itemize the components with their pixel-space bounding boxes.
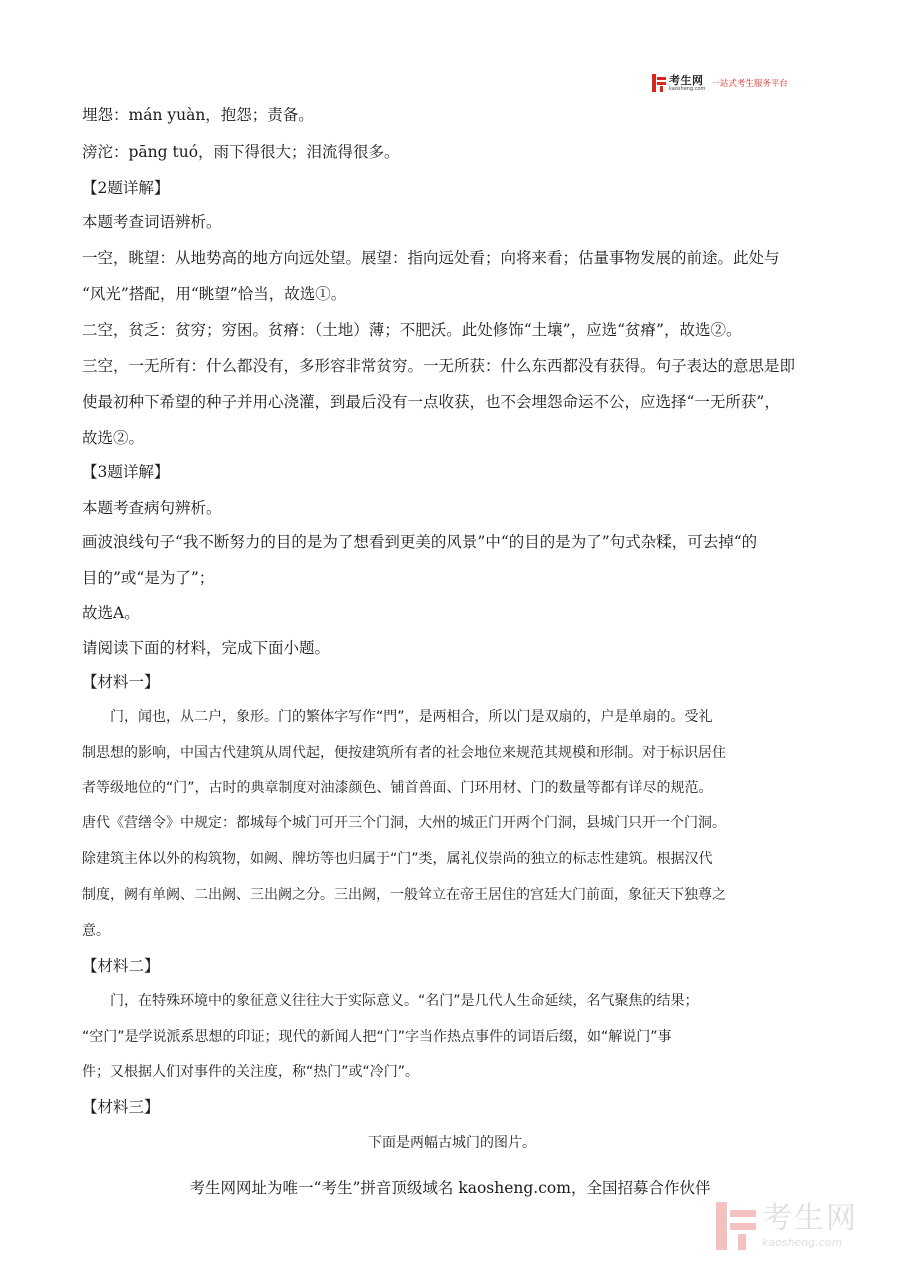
section-heading: 【材料二】: [82, 957, 160, 975]
material-line: 门，在特殊环境中的象征意义往往大于实际意义。“名门”是几代人生命延续，名气聚焦的结果；: [110, 993, 699, 1009]
text-line: 埋怨：mán yuàn，抱怨；责备。: [82, 106, 314, 124]
text-line: 三空，一无所有：什么都没有，多形容非常贫穷。一无所获：什么东西都没有获得。句子表达的意思是即: [82, 357, 796, 375]
material-line: 者等级地位的“门”，古时的典章制度对油漆颜色、铺首兽面、门环用材、门的数量等都有详尽的规范。: [82, 780, 713, 796]
watermark-logo-icon: [716, 1202, 756, 1250]
section-heading: 【3题详解】: [82, 463, 170, 481]
kaosheng-logo-icon: [652, 74, 666, 92]
text-line: 滂沱：pāng tuó，雨下得很大；泪流得很多。: [82, 143, 400, 161]
text-line: 画波浪线句子“我不断努力的目的是为了想看到更美的风景”中“的目的是为了”句式杂糅，可去掉“的: [82, 533, 758, 551]
text-line: 目的”或“是为了”；: [82, 569, 215, 587]
text-line: 本题考查词语辨析。: [82, 213, 222, 231]
text-line: 请阅读下面的材料，完成下面小题。: [82, 639, 331, 657]
material-line: 件；又根据人们对事件的关注度，称“热门”或“冷门”。: [82, 1064, 420, 1080]
logo-domain: kaosheng.com: [669, 85, 706, 92]
material-line: 除建筑主体以外的构筑物，如阙、牌坊等也归属于“门”类，属礼仪崇尚的独立的标志性建筑。根据汉代: [82, 851, 713, 867]
watermark: [716, 1196, 886, 1256]
material-line: 制度，阙有单阙、二出阙、三出阙之分。三出阙，一般耸立在帝王居住的宫廷大门前面，象征天下独尊之: [82, 887, 726, 903]
text-line: “风光”搭配，用“眺望”恰当，故选①。: [82, 285, 347, 303]
text-line: 故选A。: [82, 604, 140, 622]
section-heading: 【材料一】: [82, 673, 160, 691]
text-line: 故选②。: [82, 429, 145, 447]
material-three-caption: 下面是两幅古城门的图片。: [368, 1135, 536, 1151]
text-line: 一空，眺望：从地势高的地方向远处望。展望：指向远处看；向将来看；估量事物发展的前途。此处与: [82, 249, 780, 267]
text-line: 本题考查病句辨析。: [82, 499, 222, 517]
section-heading: 【材料三】: [82, 1098, 160, 1116]
material-line: 意。: [82, 923, 110, 939]
text-line: 使最初种下希望的种子并用心浇灌，到最后没有一点收获，也不会埋怨命运不公，应选择“一无所获”，: [82, 393, 780, 411]
logo-tagline: 一站式考生服务平台: [711, 79, 788, 89]
section-heading: 【2题详解】: [82, 179, 170, 197]
text-line: 二空，贫乏：贫穷；穷困。贫瘠：（土地）薄；不肥沃。此处修饰“土壤”，应选“贫瘠”，故选②。: [82, 321, 742, 339]
material-line: 制思想的影响，中国古代建筑从周代起，便按建筑所有者的社会地位来规范其规模和形制。对于标识居住: [82, 745, 726, 761]
logo-name: 考生网: [669, 73, 704, 87]
material-line: “空门”是学说派系思想的印证；现代的新闻人把“门”字当作热点事件的词语后缀，如“解说门”事: [82, 1029, 672, 1045]
watermark-name: 考生网: [762, 1201, 858, 1236]
footer-text: 考生网网址为唯一“考生”拼音顶级域名 kaosheng.com，全国招募合作伙伴: [189, 1179, 711, 1197]
material-line: 唐代《营缮令》中规定：都城每个城门可开三个门洞，大州的城正门开两个门洞，县城门只开一个门洞。: [82, 815, 726, 831]
watermark-domain: kaosheng.com: [762, 1236, 843, 1249]
material-line: 门，闻也，从二户，象形。门的繁体字写作“門”，是两相合，所以门是双扇的，户是单扇的。受礼: [110, 709, 713, 725]
header-logo: [652, 72, 822, 94]
